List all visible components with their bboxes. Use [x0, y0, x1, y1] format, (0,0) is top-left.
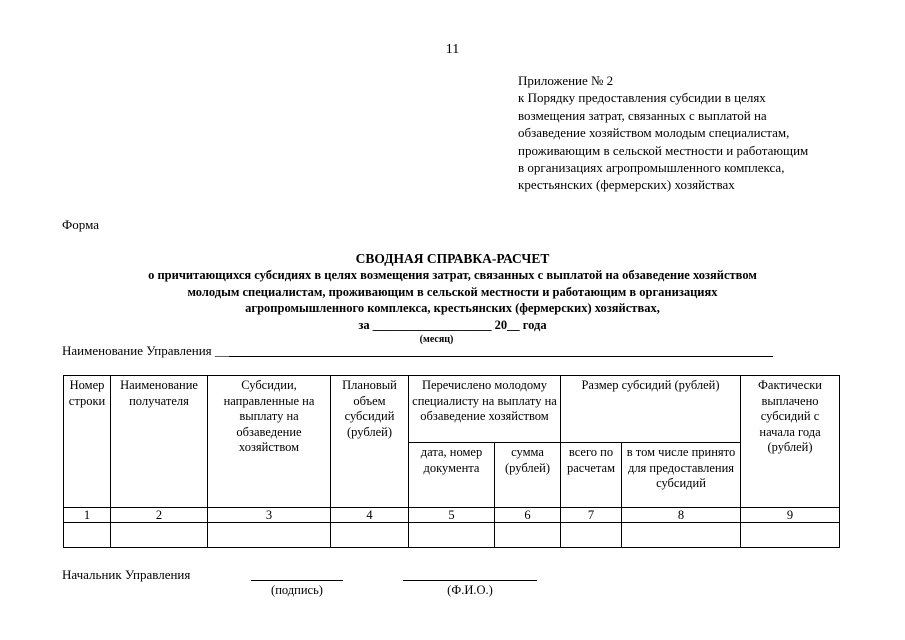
header-subsidies-directed: Субсидии, направленные на выплату на обзаведение хозяйством	[208, 376, 331, 508]
signature-line	[251, 580, 343, 581]
title-line: молодым специалистам, проживающим в сельской местности и работающим в организациях	[187, 284, 718, 299]
department-field-line	[229, 356, 773, 357]
name-caption: (Ф.И.О.)	[447, 583, 493, 597]
column-number: 6	[495, 508, 561, 523]
appendix-line: проживающим в сельской местности и работающим	[518, 142, 809, 158]
document-title-block	[0, 250, 905, 346]
column-number: 5	[409, 508, 495, 523]
empty-cell	[741, 523, 840, 548]
title-line: агропромышленного комплекса, крестьянских (фермерских) хозяйствах,	[245, 301, 660, 315]
subsidy-table	[63, 375, 840, 548]
page-number: 11	[445, 42, 460, 57]
column-number: 1	[64, 508, 111, 523]
header-transferred-date: дата, номер документа	[409, 443, 495, 508]
header-planned-volume: Плановый объем субсидий (рублей)	[331, 376, 409, 508]
header-accepted: в том числе принято для предоставления субсидий	[622, 443, 741, 508]
signature-caption: (подпись)	[271, 583, 323, 597]
header-calc-total: всего по расчетам	[561, 443, 622, 508]
empty-cell	[111, 523, 208, 548]
empty-cell	[208, 523, 331, 548]
empty-cell	[495, 523, 561, 548]
header-actually-paid: Фактически выплачено субсидий с начала года (рублей)	[741, 376, 840, 508]
period-line: за ___________________ 20__ года	[358, 317, 547, 332]
appendix-line: к Порядку предоставления субсидии в целях	[518, 90, 766, 106]
column-number: 9	[741, 508, 840, 523]
column-number: 8	[622, 508, 741, 523]
header-subsidy-amount: Размер субсидий (рублей)	[561, 376, 741, 443]
name-line	[403, 580, 537, 581]
header-recipient: Наименование получателя	[111, 376, 208, 508]
title-line: о причитающихся субсидиях в целях возмещения затрат, связанных с выплатой на обзаведение хозяйством	[148, 268, 757, 282]
header-transferred-sum: сумма (рублей)	[495, 443, 561, 508]
appendix-line: обзаведение хозяйством молодым специалистам,	[518, 125, 790, 141]
department-label: Наименование Управления ____	[62, 343, 241, 358]
chief-label: Начальник Управления	[62, 567, 191, 582]
header-row-number: Номер строки	[64, 376, 111, 508]
column-numbers-row	[64, 508, 840, 523]
header-transferred: Перечислено молодому специалисту на выплату на обзаведение хозяйством	[409, 376, 561, 443]
appendix-note	[518, 72, 848, 194]
empty-cell	[331, 523, 409, 548]
appendix-line: крестьянских (фермерских) хозяйствах	[518, 177, 735, 193]
column-number: 2	[111, 508, 208, 523]
table-row	[64, 523, 840, 548]
appendix-line: возмещения затрат, связанных с выплатой на	[518, 107, 767, 123]
appendix-line: Приложение № 2	[518, 73, 614, 88]
month-caption: (месяц)	[419, 333, 454, 345]
empty-cell	[561, 523, 622, 548]
column-number: 4	[331, 508, 409, 523]
empty-cell	[409, 523, 495, 548]
empty-cell	[64, 523, 111, 548]
column-number: 3	[208, 508, 331, 523]
empty-cell	[622, 523, 741, 548]
form-label: Форма	[62, 217, 99, 232]
appendix-line: в организациях агропромышленного комплекса,	[518, 160, 785, 176]
column-number: 7	[561, 508, 622, 523]
document-title: СВОДНАЯ СПРАВКА-РАСЧЕТ	[355, 251, 550, 266]
